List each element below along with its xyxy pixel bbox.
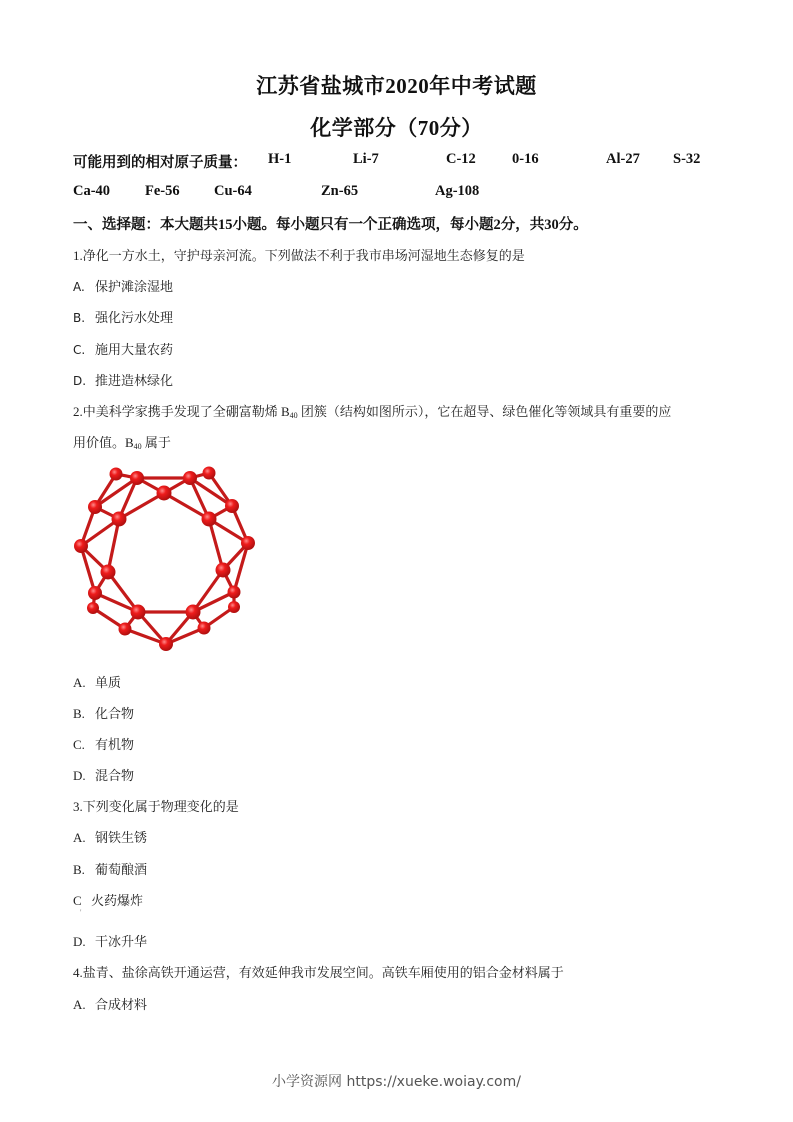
mass-ag: Ag-108	[435, 183, 480, 199]
option-text: 合成材料	[95, 997, 148, 1012]
mass-c: C-12	[446, 151, 476, 167]
mass-fe: Fe-56	[145, 183, 180, 199]
option-text: 葡萄酿酒	[95, 862, 148, 877]
mass-ca: Ca-40	[73, 183, 111, 199]
atomic-mass-label: 可能用到的相对原子质量：	[73, 155, 247, 171]
option-a[interactable]	[73, 276, 173, 295]
page-subtitle: 化学部分（70分）	[310, 116, 483, 140]
stem-text: 2.中美科学家携手发现了全硼富勒烯 B	[73, 404, 290, 419]
option-c[interactable]	[73, 339, 173, 358]
question-stem: 1.净化一方水土，守护母亲河流。下列做法不利于我市串场河湿地生态修复的是	[73, 248, 525, 263]
option-c[interactable]	[73, 734, 134, 753]
question-stem-line1	[73, 401, 671, 420]
page-title: 江苏省盐城市2020年中考试题	[256, 74, 537, 98]
option-a[interactable]	[73, 672, 121, 691]
option-d[interactable]	[73, 765, 134, 784]
option-label: C	[73, 893, 82, 908]
mass-cu: Cu-64	[214, 183, 252, 199]
stem-text: 用价值。B	[73, 435, 134, 450]
option-text: 施用大量农药	[95, 342, 174, 357]
subscript: 40	[133, 442, 142, 451]
option-a[interactable]	[73, 827, 147, 846]
question-stem-line2	[73, 432, 171, 451]
option-b[interactable]	[73, 859, 147, 878]
mass-li: Li-7	[353, 151, 379, 167]
option-label: A.	[73, 280, 85, 294]
option-label: C.	[73, 737, 85, 752]
footer-watermark[interactable]: 小学资源网 https://xueke.woiay.com/	[272, 1074, 521, 1090]
option-b[interactable]	[73, 307, 173, 326]
option-text: 保护滩涂湿地	[95, 279, 174, 294]
option-label: B.	[73, 862, 85, 877]
mass-s: S-32	[673, 151, 701, 167]
option-c[interactable]	[73, 890, 143, 909]
option-b[interactable]	[73, 703, 134, 722]
mass-h: H-1	[268, 151, 292, 167]
option-text: 火药爆炸	[91, 893, 144, 908]
option-text: 推进造林绿化	[95, 373, 174, 388]
option-text: 干冰升华	[95, 934, 148, 949]
option-label: D.	[73, 934, 86, 949]
option-d[interactable]	[73, 370, 173, 389]
option-label: B.	[73, 311, 86, 325]
b40-molecule-figure	[60, 455, 270, 660]
option-text: 有机物	[95, 737, 135, 752]
option-label: D.	[73, 374, 87, 388]
option-label: B.	[73, 706, 85, 721]
stray-mark: '	[80, 908, 82, 917]
option-a[interactable]	[73, 994, 147, 1013]
subscript: 40	[289, 411, 298, 420]
section-heading: 一、选择题：本大题共15小题。每小题只有一个正确选项，每小题2分，共30分。	[73, 217, 588, 233]
mass-al: Al-27	[606, 151, 640, 167]
option-text: 混合物	[95, 768, 135, 783]
question-stem: 4.盐青、盐徐高铁开通运营，有效延伸我市发展空间。高铁车厢使用的铝合金材料属于	[73, 965, 564, 980]
option-label: A.	[73, 675, 86, 690]
option-text: 化合物	[95, 706, 135, 721]
question-stem: 3.下列变化属于物理变化的是	[73, 799, 239, 814]
atoms	[74, 467, 255, 652]
option-label: A.	[73, 830, 86, 845]
option-text: 强化污水处理	[95, 310, 174, 325]
option-d[interactable]	[73, 931, 147, 950]
mass-o: 0-16	[512, 151, 539, 167]
option-text: 单质	[95, 675, 122, 690]
option-label: C.	[73, 343, 86, 357]
stem-text: 属于	[141, 435, 171, 450]
option-label: D.	[73, 768, 86, 783]
option-label: A.	[73, 997, 86, 1012]
option-text: 钢铁生锈	[95, 830, 148, 845]
stem-text: 团簇（结构如图所示），它在超导、绿色催化等领域具有重要的应	[297, 404, 672, 419]
mass-zn: Zn-65	[321, 183, 359, 199]
